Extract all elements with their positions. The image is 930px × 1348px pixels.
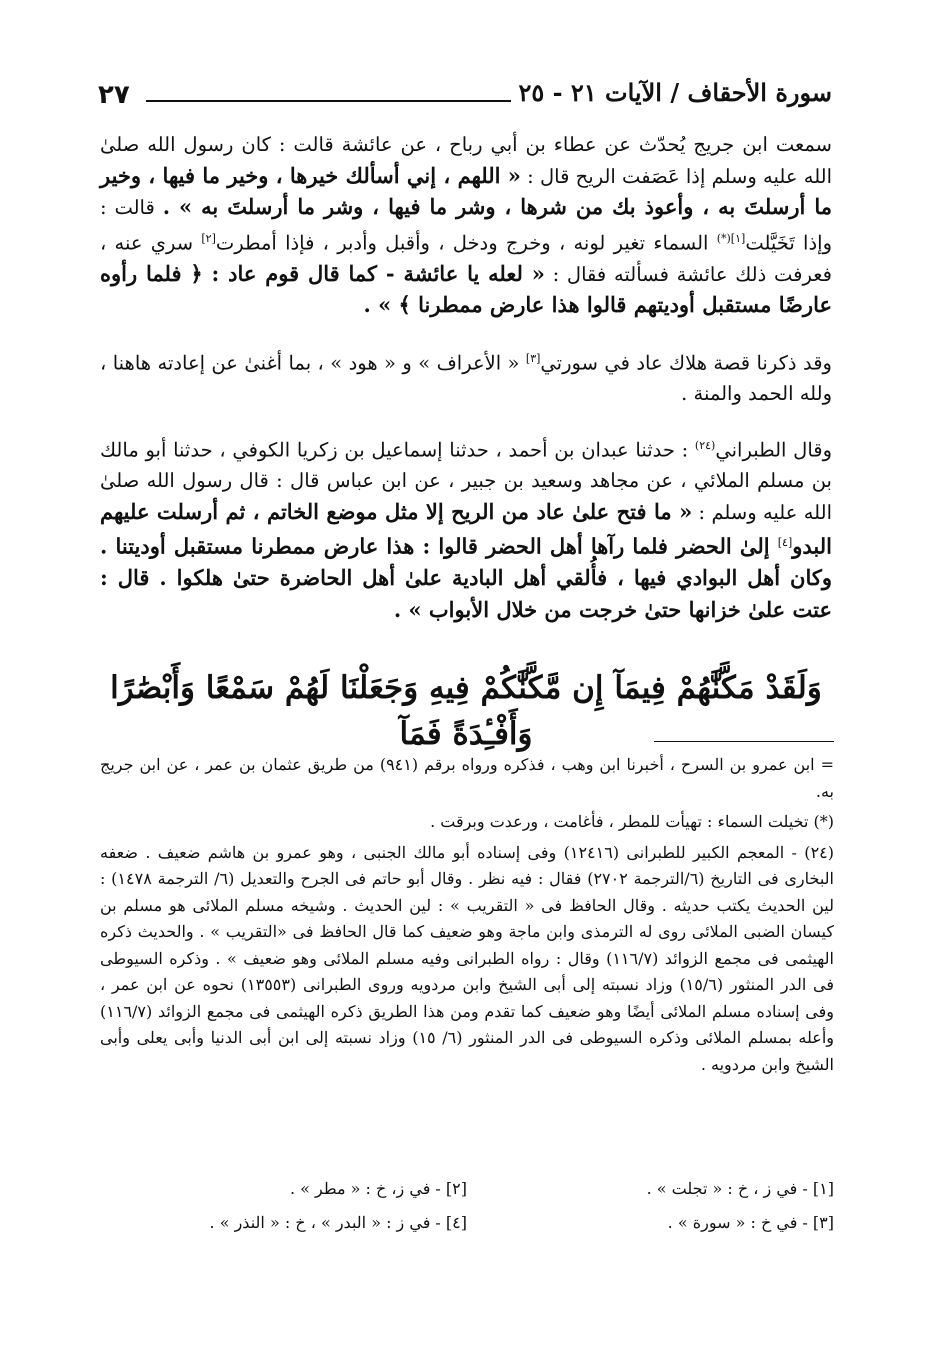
quran-verse: وَلَقَدْ مَكَّنَّٰهُمْ فِيمَآ إِن مَّكَّنَّٰكُمْ فِيهِ وَجَعَلْنَا لَهُمْ سَمْعًا وَأَبْصَٰرًا وَأَفْـِٔدَةً فَمَآ: [110, 670, 822, 752]
variant-ref: [٢]: [201, 231, 216, 245]
footnote-ref: (٢٤): [694, 439, 716, 452]
hadith-quote: « اللهم ، إني أسألك خيرها ، وخير ما فيها ، وخير ما أرسلتَ به ، وأعوذ بك من شرها ، وشر ما فيها ، وشر ما أرسلتَ به » .: [100, 162, 832, 219]
variant-item: [٣] - في خ : « سورة » .: [667, 1213, 834, 1232]
paragraph-3: [100, 431, 832, 626]
narration: وقد ذكرنا قصة هلاك عاد في سورتي: [540, 351, 832, 374]
variants-row: [100, 1206, 834, 1240]
header-rule: [146, 100, 511, 102]
variant-ref: [٣]: [525, 351, 541, 365]
footnote-item: (٢٤) - المعجم الكبير للطبرانى (١٢٤١٦) وفى إسناده أبو مالك الجنبى ، وهو عمرو بن هاشم ضعيف . ضعفه البخارى فى التاريخ (٦/الترجمة ٢٧٠٢) فقال : فيه نظر . وقال أبو حاتم فى الجرح والتعديل (٦/ الترجمة ١٤٧٨) : لين الحديث يكتب حديثه . وقال الحافظ فى « التقريب » : لين الحديث . وشيخه مسلم الملائى هو مسلم بن كيسان الضبى الملائى روى له الترمذى وابن ماجة وهو ضعيف كما قال الحافظ فى «التقريب » . والحديث ذكره الهيثمى فى مجمع الزوائد (١١٦/٧) وقال : رواه الطبرانى وفيه مسلم الملائى وهو ضعيف » . وذكره السيوطى فى الدر المنثور (١٥/٦) وزاد نسبته إلى أبى الشيخ وابن مردويه وروى الطبرانى (١٣٥٥٣) نحوه عن ابن عمر ، وفى إسناده مسلم الملائى أيضًا وهو ضعيف كما تقدم ومن هذا الطريق ذكره الهيثمى فى مجمع الزوائد (١١٦/٧) وأعله بمسلم الملائى وذكره السيوطى فى الدر المنثور (٦/ ١٥) وزاد نسبته إلى ابن أبى الدنيا وأبى يعلى وأبى الشيخ وابن مردويه .: [100, 842, 835, 1074]
hadith-quote: إلىٰ الحضر فلما رآها أهل الحضر قالوا : هذا عارض ممطرنا مستقبل أوديتنا . وكان أهل البوادي فيها ، فأُلقي أهل البادية علىٰ أهل الحاضرة حتىٰ هلكوا . قال : عتت علىٰ خزانها حتىٰ خرجت من خلال الأبواب » .: [100, 533, 832, 622]
footnote-divider: [654, 741, 834, 742]
variant-item: [٤] - في ز : « البدر » ، خ : « النذر » .: [209, 1213, 467, 1232]
narration: سري عنه ، فعرفت ذلك عائشة فسألته فقال :: [100, 231, 832, 286]
paragraph-1: [100, 130, 832, 322]
variant-ref: [٤]: [777, 536, 793, 549]
hadith-quote: « لعله يا عائشة - كما قال قوم عاد : ﴿ فلما رأوه عارضًا مستقبل أوديتهم قالوا هذا عارض ممطرنا ﴾ » .: [100, 260, 832, 317]
footnote-item: = ابن عمرو بن السرح ، أخبرنا ابن وهب ، فذكره ورواه برقم (٩٤١) من طريق عثمان بن عمر ، عن ابن جريج به.: [100, 755, 835, 801]
footnotes: [100, 752, 834, 1082]
variant-item: [٢] - في ز، خ : « مطر » .: [289, 1179, 467, 1198]
main-text: [100, 130, 832, 648]
narration: السماء تغير لونه ، وخرج ودخل ، وأقبل وأدبر ، فإذا أمطرت: [215, 231, 717, 254]
narration: وقال الطبراني: [715, 438, 832, 462]
variant-ref: [١]: [730, 231, 746, 245]
manuscript-variants: [100, 1172, 834, 1240]
narration: قالت : وإذا تَخَيَّلت: [100, 196, 832, 254]
footnote-ref: (*): [716, 231, 731, 245]
page-header: [98, 78, 832, 118]
paragraph-2: [100, 344, 832, 410]
variant-item: [١] - في ز ، خ : « تجلت » .: [646, 1179, 834, 1198]
page-number: ٢٧: [98, 80, 130, 110]
variants-row: [100, 1172, 834, 1206]
hadith-quote: « ما فتح علىٰ عاد من الريح إلا مثل موضع الخاتم ، ثم أرسلت عليهم البدو: [100, 498, 832, 559]
narration: « الأعراف » و « هود » ، بما أغنىٰ عن إعادته هاهنا ، ولله الحمد والمنة .: [100, 351, 832, 405]
narration: : حدثنا عبدان بن أحمد ، حدثنا إسماعيل بن زكريا الكوفي ، حدثنا أبو مالك بن مسلم الملائي ، عن مجاهد وسعيد بن جبير ، عن ابن عباس قال : قال رسول الله صلىٰ الله عليه وسلم :: [100, 438, 832, 524]
footnote-item: (*) تخيلت السماء : تهيأت للمطر ، فأغامت ، ورعدت وبرقت .: [430, 812, 834, 831]
running-title: سورة الأحقاف / الآيات ٢١ - ٢٥: [518, 78, 832, 107]
narration: سمعت ابن جريج يُحدّث عن عطاء بن أبي رباح ، عن عائشة قالت : كان رسول الله صلىٰ الله عليه وسلم إذا عَصَفت الريح قال :: [100, 133, 833, 188]
